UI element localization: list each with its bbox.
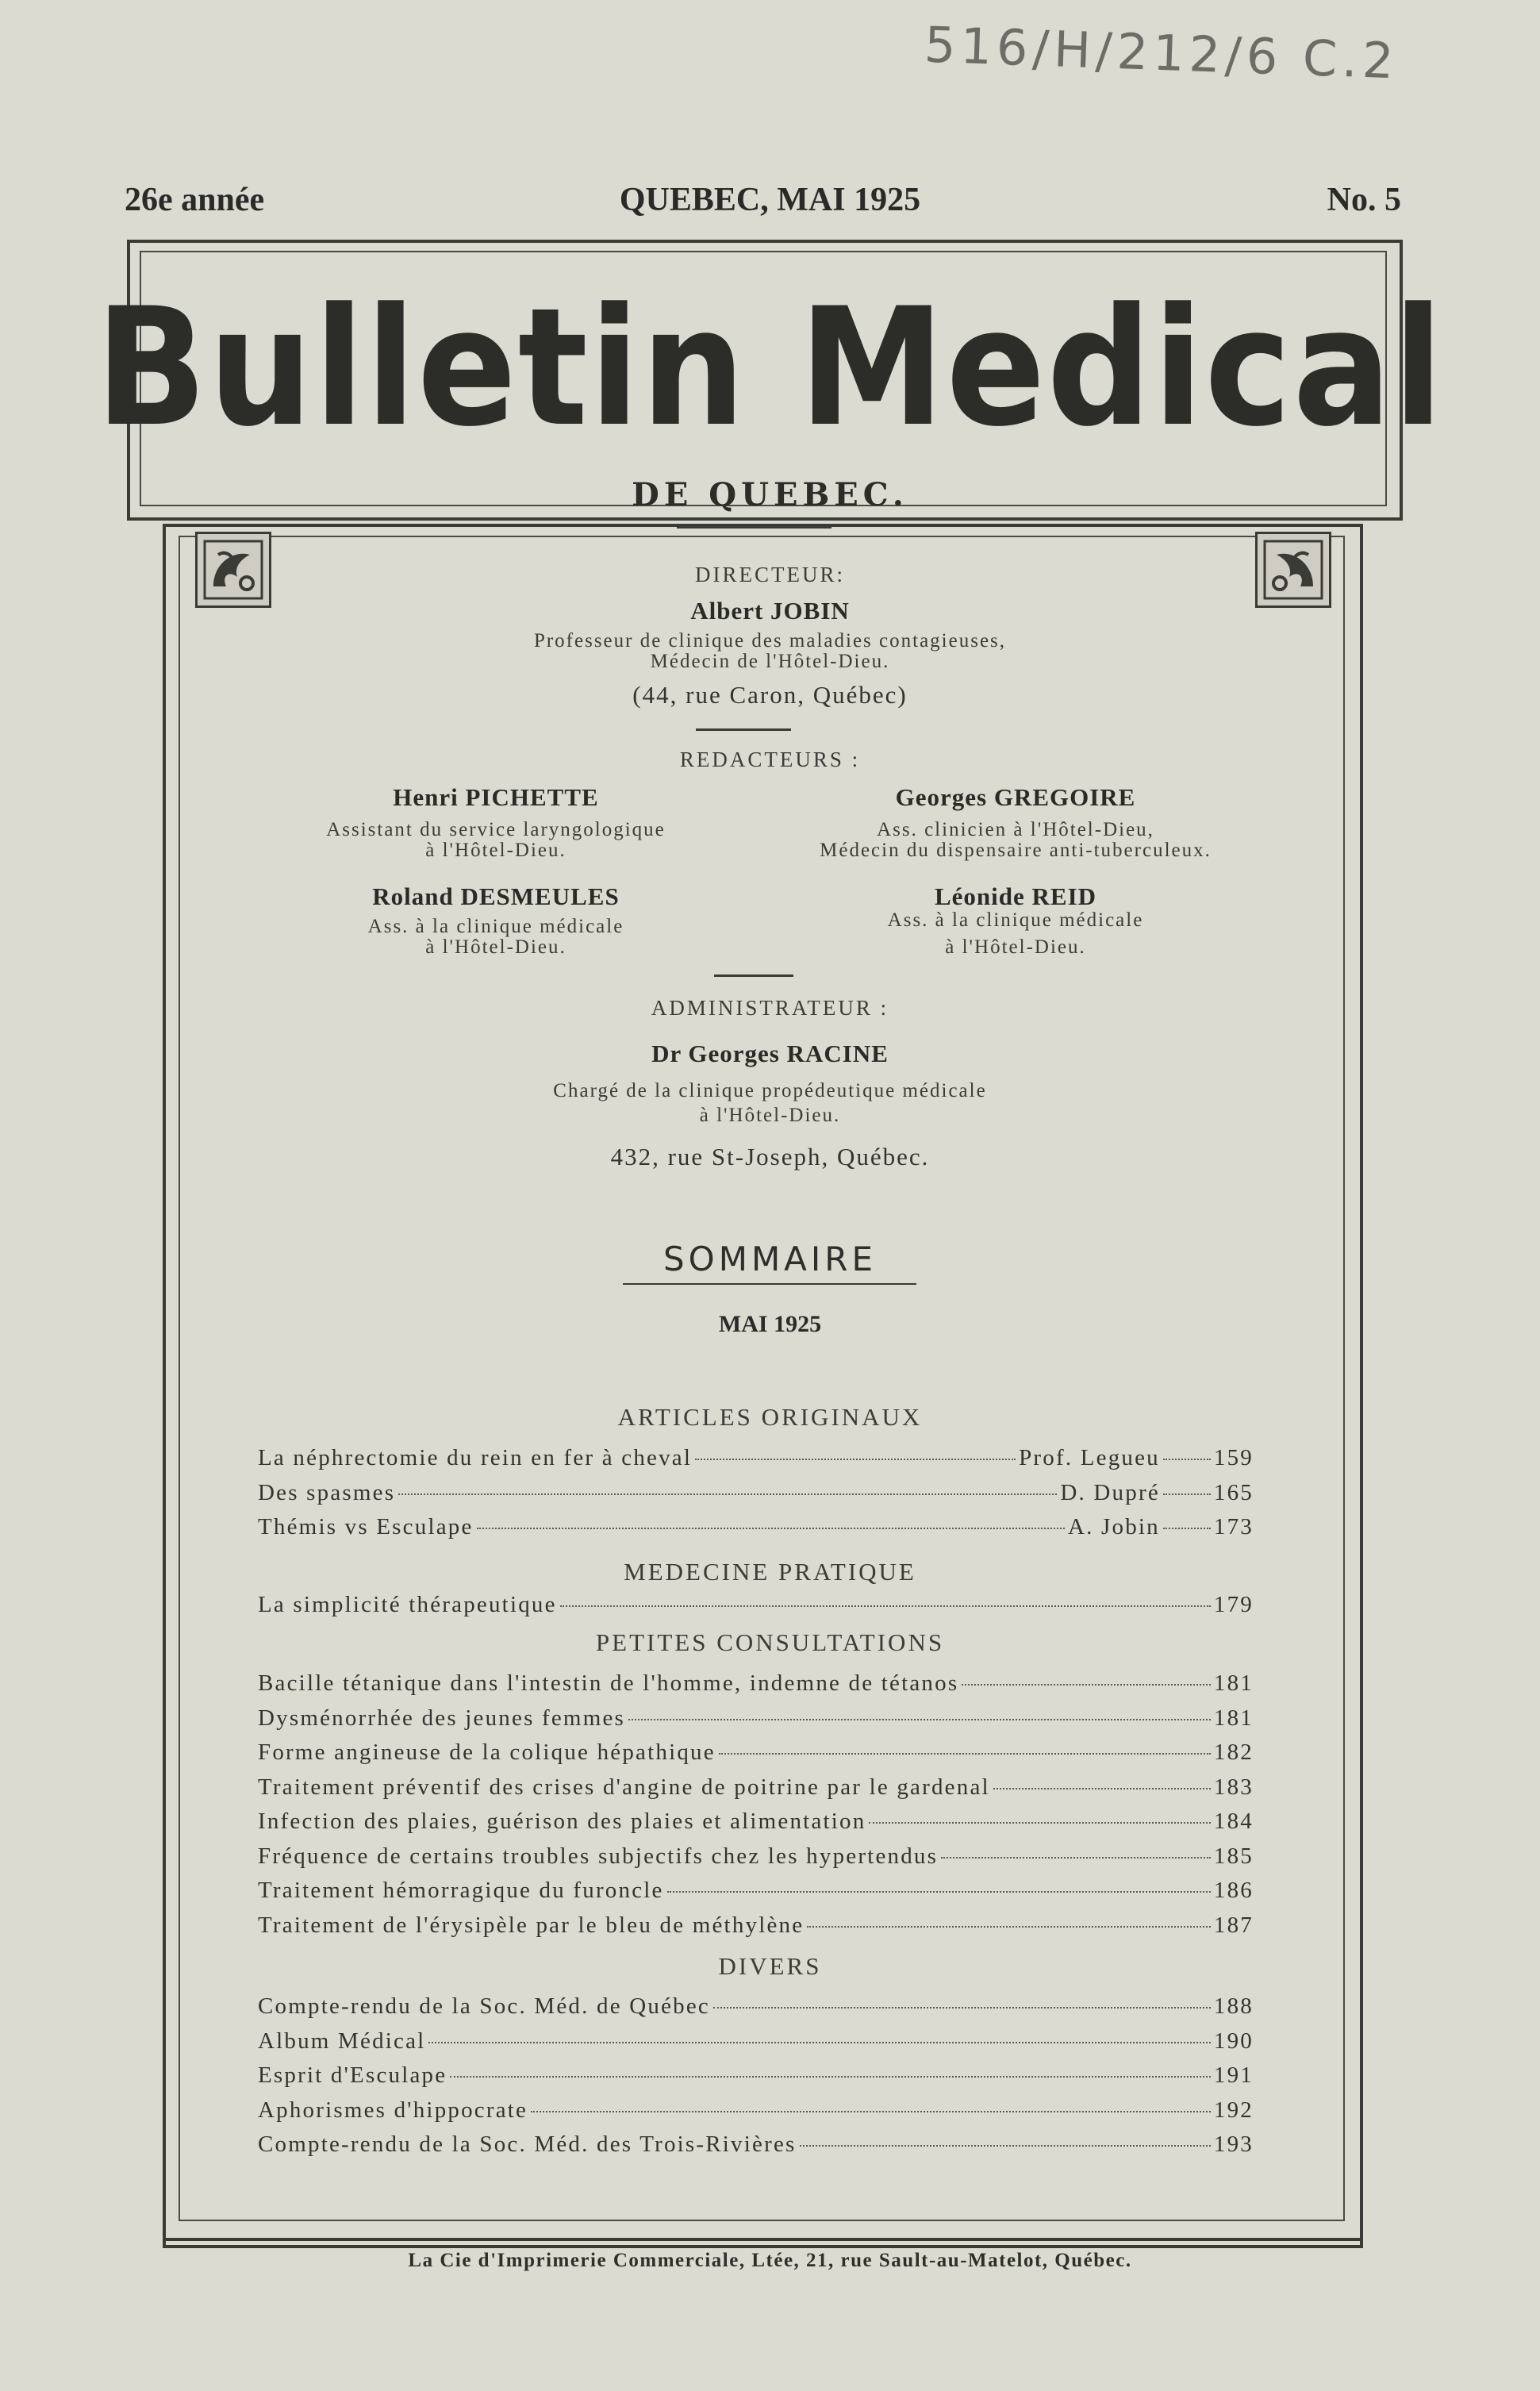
- director-desc-2: Médecin de l'Hôtel-Dieu.: [650, 651, 890, 672]
- toc-entry: [258, 1705, 1254, 1737]
- bottom-rule: [163, 2238, 1360, 2241]
- toc-entry-title: Aphorismes d'hippocrate: [258, 2097, 528, 2123]
- toc-entry-page: 191: [1213, 2062, 1254, 2088]
- summary-month: MAI 1925: [718, 1311, 822, 1337]
- editor-name-2: Georges GREGOIRE: [895, 783, 1136, 811]
- toc-entry-title: Forme angineuse de la colique hépathique: [258, 1739, 716, 1765]
- administrator-label: ADMINISTRATEUR :: [651, 996, 889, 1020]
- leader-dots: [450, 2076, 1211, 2078]
- editor-desc-1a: Assistant du service laryngologique: [326, 819, 666, 840]
- toc-entry-title: Dysménorrhée des jeunes femmes: [258, 1705, 626, 1731]
- editor-desc-1b: à l'Hôtel-Dieu.: [425, 840, 566, 861]
- summary-section-heading: ARTICLES ORIGINAUX: [617, 1403, 923, 1431]
- toc-entry-page: 186: [1213, 1878, 1254, 1903]
- place-date: QUEBEC, MAI 1925: [619, 182, 921, 218]
- handwritten-reference: 516/H/212/6 C.2: [923, 15, 1400, 90]
- leader-dots: [941, 1857, 1211, 1859]
- toc-entry-title: Des spasmes: [258, 1479, 396, 1505]
- leader-dots: [869, 1822, 1210, 1824]
- toc-entry: [258, 2097, 1254, 2129]
- toc-entry: [258, 1878, 1254, 1909]
- toc-entry-title: Traitement hémorragique du furoncle: [258, 1878, 664, 1903]
- volume-year: 26e année: [125, 182, 265, 218]
- leader-dots: [807, 1926, 1211, 1928]
- printer-footer: La Cie d'Imprimerie Commerciale, Ltée, 21, rue Sault-au-Matelot, Québec.: [408, 2250, 1132, 2271]
- toc-entry-page: 179: [1213, 1592, 1254, 1617]
- toc-entry: [258, 1480, 1254, 1512]
- toc-entry: [258, 1993, 1254, 2025]
- toc-entry-title: Album Médical: [258, 2028, 426, 2054]
- summary-section-heading: DIVERS: [718, 1952, 822, 1980]
- toc-entry-author: A. Jobin: [1068, 1514, 1160, 1540]
- toc-entry-page: 187: [1213, 1912, 1254, 1938]
- administrator-desc-1: Chargé de la clinique propédeutique médicale: [553, 1080, 987, 1101]
- journal-subtitle: DE QUEBEC.: [632, 476, 908, 513]
- journal-title: Bulletin Medical: [95, 274, 1445, 463]
- toc-entry-page: 193: [1213, 2132, 1254, 2157]
- leader-dots: [531, 2111, 1211, 2112]
- issue-number: No. 5: [1327, 182, 1401, 218]
- leader-dots: [800, 2145, 1211, 2147]
- leader-dots: [719, 1753, 1211, 1755]
- toc-entry-title: Esprit d'Esculape: [258, 2062, 447, 2088]
- leader-dots: [993, 1788, 1211, 1789]
- leader-dots: [477, 1528, 1065, 1529]
- toc-entry-page: 188: [1213, 1993, 1254, 2019]
- toc-entry-title: Fréquence de certains troubles subjectifs chez les hypertendus: [258, 1843, 939, 1869]
- editor-desc-4b: à l'Hôtel-Dieu.: [945, 936, 1086, 958]
- administrator-address: 432, rue St-Joseph, Québec.: [610, 1143, 930, 1171]
- toc-entry: [258, 2028, 1254, 2060]
- leader-dots: [1163, 1493, 1211, 1495]
- leader-dots: [628, 1719, 1211, 1720]
- toc-entry-title: Bacille tétanique dans l'intestin de l'homme, indemne de tétanos: [258, 1670, 959, 1696]
- toc-entry-author: D. Dupré: [1060, 1479, 1160, 1505]
- summary-title-rule: [623, 1283, 916, 1285]
- director-address: (44, rue Caron, Québec): [632, 681, 908, 709]
- toc-entry: [258, 1739, 1254, 1771]
- administrator-desc-2: à l'Hôtel-Dieu.: [699, 1105, 841, 1126]
- summary-section-heading: PETITES CONSULTATIONS: [595, 1628, 945, 1656]
- toc-entry-title: Compte-rendu de la Soc. Méd. de Québec: [258, 1993, 711, 2019]
- toc-entry-page: 165: [1213, 1479, 1254, 1505]
- leader-dots: [1163, 1459, 1211, 1460]
- toc-entry: [258, 1912, 1254, 1944]
- toc-entry: [258, 1843, 1254, 1875]
- editor-desc-3b: à l'Hôtel-Dieu.: [425, 936, 566, 958]
- toc-entry-page: 181: [1213, 1705, 1254, 1731]
- leader-dots: [560, 1605, 1211, 1607]
- editor-name-1: Henri PICHETTE: [393, 783, 599, 811]
- editor-name-3: Roland DESMEULES: [372, 882, 620, 910]
- toc-entry-author: Prof. Legueu: [1019, 1445, 1160, 1470]
- summary-title: SOMMAIRE: [662, 1240, 878, 1278]
- leader-dots: [428, 2042, 1210, 2043]
- toc-entry-page: 183: [1213, 1774, 1254, 1800]
- leader-dots: [713, 2007, 1211, 2009]
- editor-desc-3a: Ass. à la clinique médicale: [367, 916, 624, 937]
- leader-dots: [398, 1493, 1057, 1495]
- toc-entry-page: 184: [1213, 1809, 1254, 1834]
- leader-dots: [695, 1459, 1016, 1460]
- toc-entry-page: 185: [1213, 1843, 1254, 1869]
- toc-entry: [258, 2062, 1254, 2094]
- toc-entry-page: 182: [1213, 1739, 1254, 1765]
- director-name: Albert JOBIN: [690, 597, 850, 625]
- separator-rule: [714, 974, 793, 977]
- separator-rule: [696, 728, 791, 731]
- toc-entry-title: La néphrectomie du rein en fer à cheval: [258, 1445, 693, 1470]
- toc-entry-title: Traitement de l'érysipèle par le bleu de méthylène: [258, 1912, 805, 1938]
- summary-section-heading: MEDECINE PRATIQUE: [624, 1558, 916, 1586]
- director-desc-1: Professeur de clinique des maladies contagieuses,: [533, 630, 1007, 652]
- toc-entry: [258, 1592, 1254, 1624]
- leader-dots: [962, 1684, 1211, 1686]
- toc-entry-title: Thémis vs Esculape: [258, 1514, 474, 1540]
- toc-entry: [258, 1445, 1254, 1477]
- toc-entry-title: La simplicité thérapeutique: [258, 1592, 557, 1617]
- toc-entry-title: Traitement préventif des crises d'angine de poitrine par le gardenal: [258, 1774, 990, 1800]
- toc-entry-page: 192: [1213, 2097, 1254, 2123]
- toc-entry-page: 173: [1213, 1514, 1254, 1540]
- toc-entry: [258, 2132, 1254, 2163]
- editor-name-4: Léonide REID: [934, 882, 1097, 910]
- toc-entry: [258, 1774, 1254, 1806]
- editor-desc-2a: Ass. clinicien à l'Hôtel-Dieu,: [877, 819, 1154, 840]
- toc-entry-title: Infection des plaies, guérison des plaies et alimentation: [258, 1809, 866, 1834]
- toc-entry: [258, 1514, 1254, 1546]
- toc-entry: [258, 1670, 1254, 1702]
- administrator-name: Dr Georges RACINE: [651, 1040, 889, 1067]
- toc-entry-page: 159: [1213, 1445, 1254, 1470]
- toc-entry-page: 181: [1213, 1670, 1254, 1696]
- editor-desc-4a: Ass. à la clinique médicale: [887, 909, 1144, 931]
- toc-entry-page: 190: [1213, 2028, 1254, 2054]
- editors-label: REDACTEURS :: [679, 748, 861, 771]
- toc-entry: [258, 1809, 1254, 1840]
- editor-desc-2b: Médecin du dispensaire anti-tuberculeux.: [820, 840, 1212, 861]
- director-label: DIRECTEUR:: [695, 563, 845, 586]
- leader-dots: [667, 1891, 1211, 1893]
- leader-dots: [1163, 1528, 1211, 1529]
- toc-entry-title: Compte-rendu de la Soc. Méd. des Trois-Rivières: [258, 2132, 797, 2157]
